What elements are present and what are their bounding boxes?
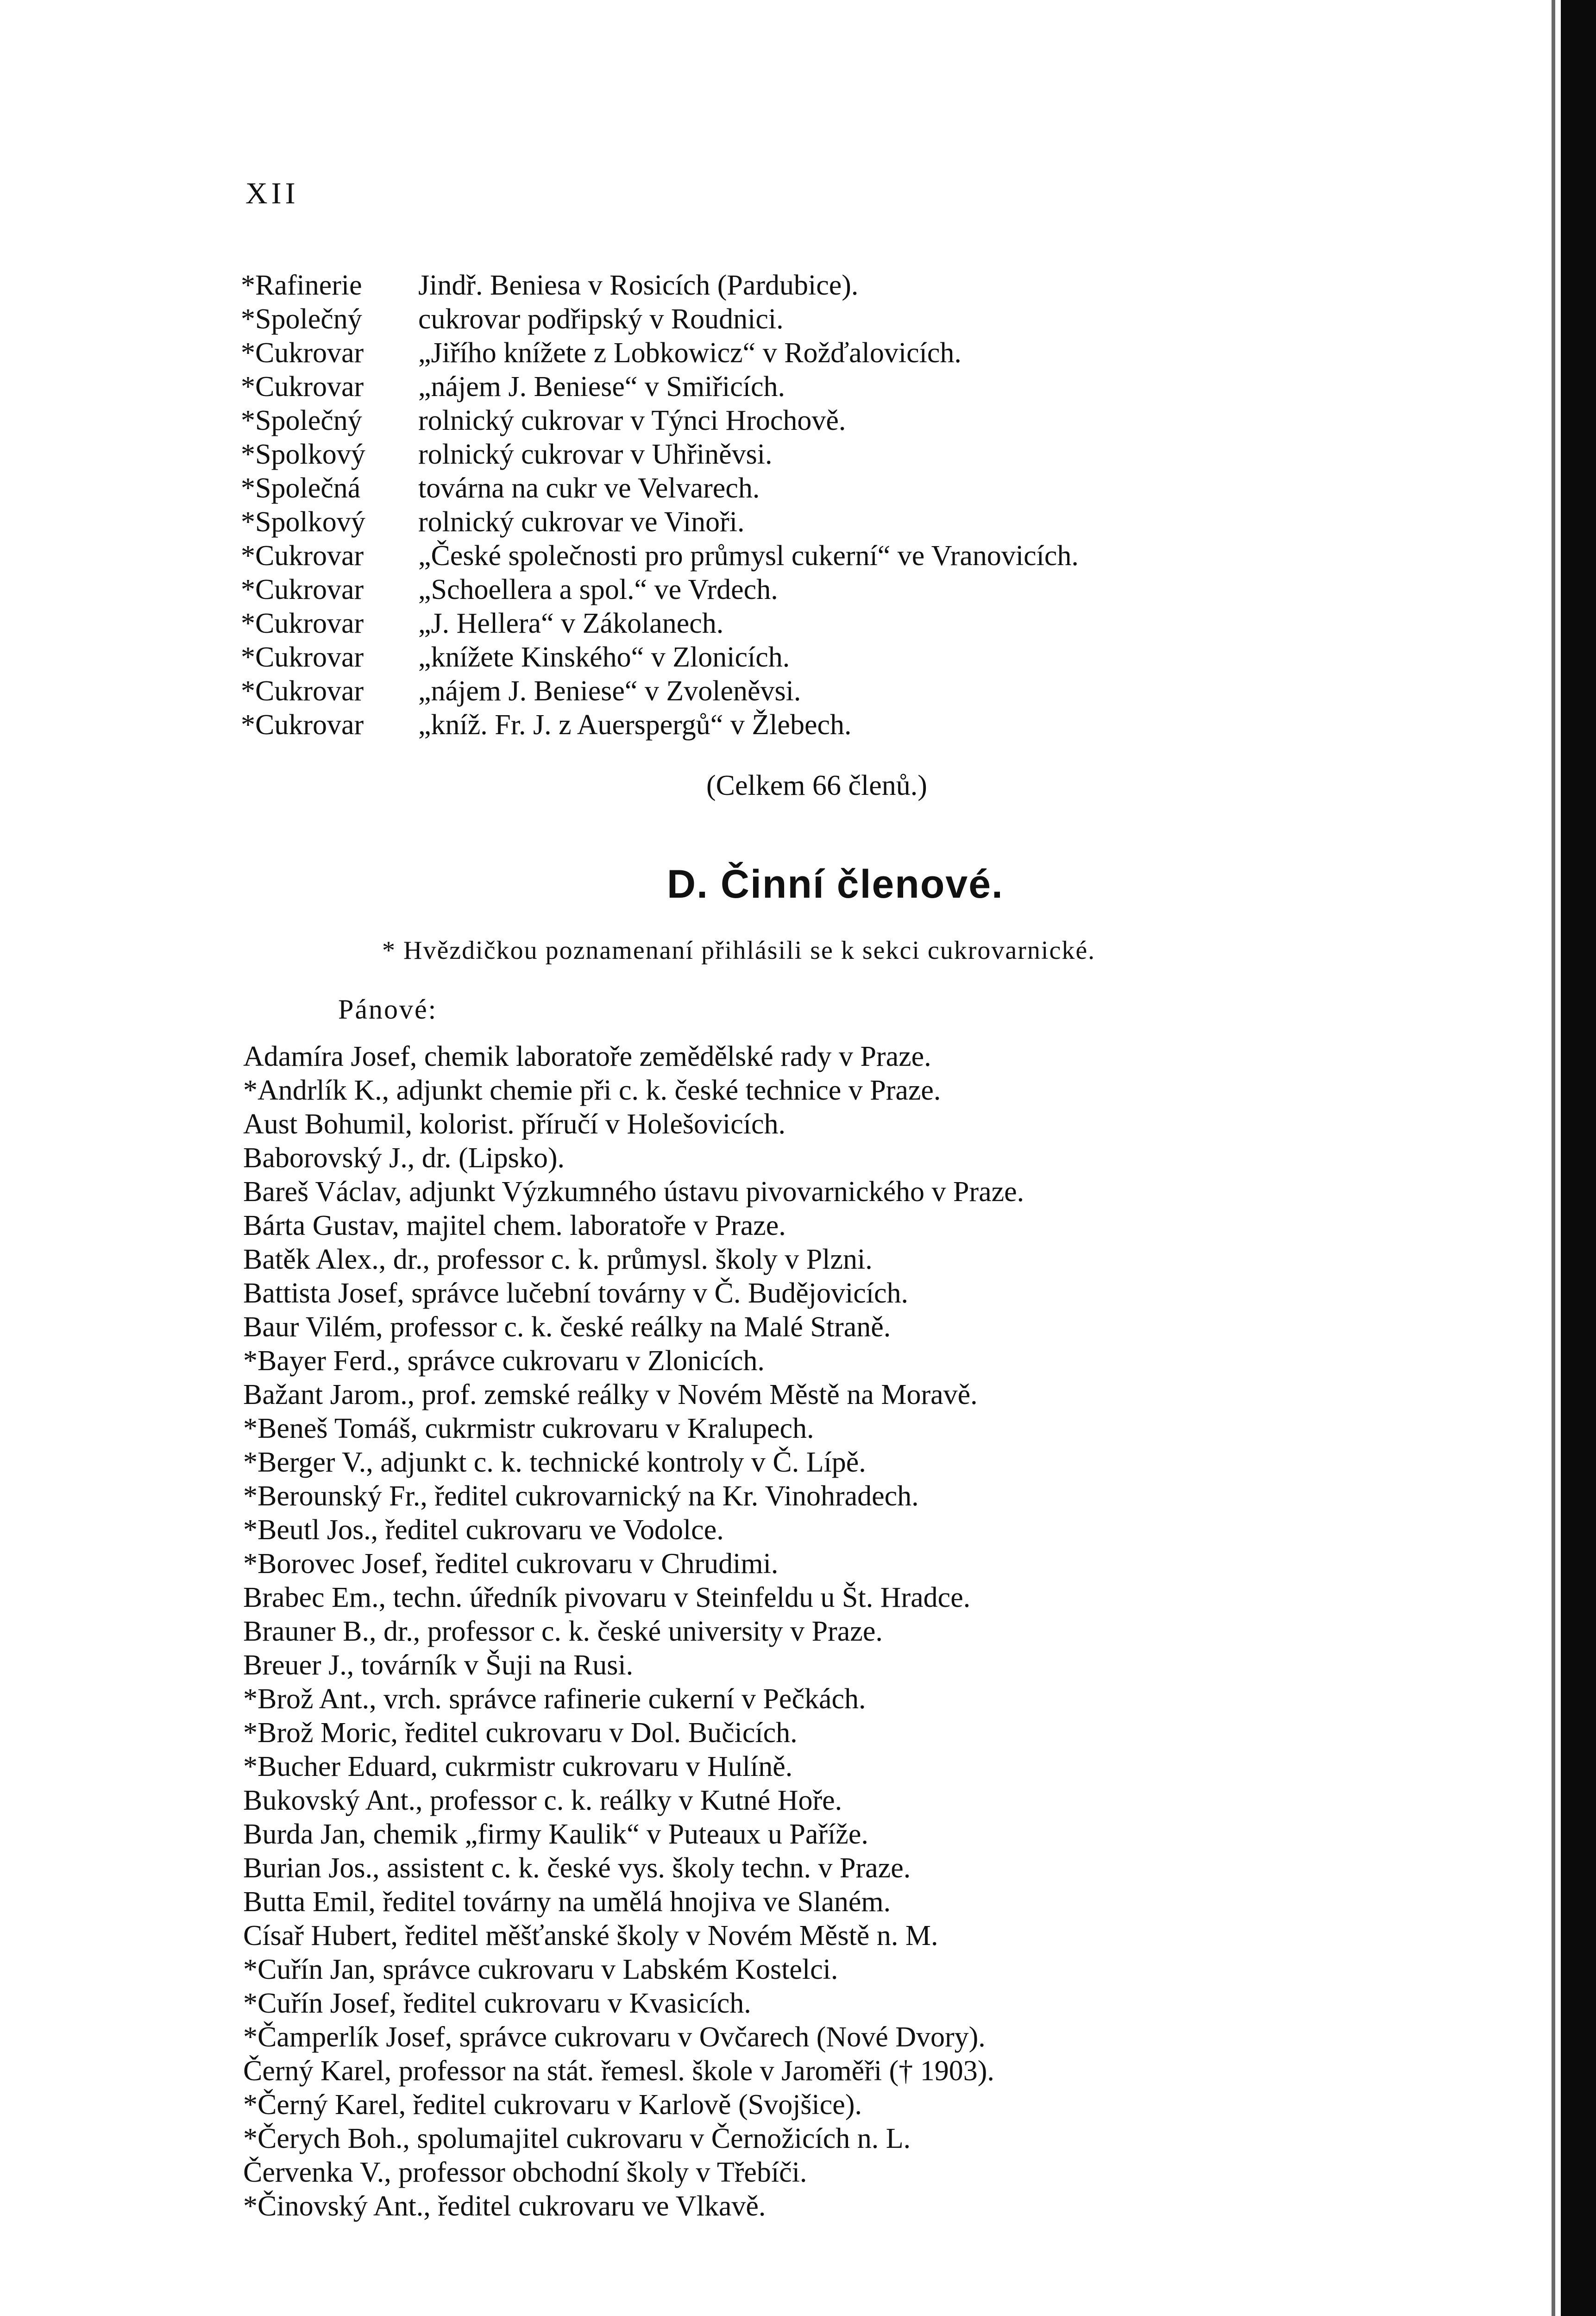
asterisk-note: * Hvězdičkou poznamenaní přihlásili se k sekci cukrovarnické. [382, 936, 1096, 965]
member-entry: Battista Josef, správce lučební továrny v Č. Budějovicích. [243, 1278, 908, 1309]
factory-description: „kníž. Fr. J. z Auerspergů“ v Žlebech. [418, 709, 852, 741]
member-entry: Baur Vilém, professor c. k. české reálky na Malé Straně. [243, 1311, 891, 1343]
page-number: XII [245, 176, 299, 210]
factory-description: „Schoellera a spol.“ ve Vrdech. [418, 574, 778, 605]
member-entry: *Brož Moric, ředitel cukrovaru v Dol. Bučicích. [243, 1717, 798, 1749]
member-entry: Breuer J., továrník v Šuji na Rusi. [243, 1649, 634, 1681]
member-entry: *Bucher Eduard, cukrmistr cukrovaru v Hulíně. [243, 1751, 793, 1782]
factory-description: „České společnosti pro průmysl cukerní“ ve Vranovicích. [418, 540, 1079, 572]
factory-type: *Spolkový [241, 439, 365, 470]
member-entry: Bárta Gustav, majitel chem. laboratoře v Praze. [243, 1210, 786, 1241]
factory-row [241, 674, 1079, 708]
member-entry: Červenka V., professor obchodní školy v Třebíči. [243, 2157, 807, 2188]
factory-row [241, 336, 1079, 370]
factory-list [241, 269, 1079, 742]
member-entry: Butta Emil, ředitel továrny na umělá hnojiva ve Slaném. [243, 1886, 891, 1918]
member-entry: *Berounský Fr., ředitel cukrovarnický na Kr. Vinohradech. [243, 1480, 919, 1512]
factory-description: Jindř. Beniesa v Rosicích (Pardubice). [418, 270, 859, 301]
member-entry: Bukovský Ant., professor c. k. reálky v Kutné Hoře. [243, 1785, 842, 1816]
member-entry: *Čerych Boh., spolumajitel cukrovaru v Černožicích n. L. [243, 2123, 911, 2154]
member-entry: Burian Jos., assistent c. k. české vys. školy techn. v Praze. [243, 1852, 911, 1884]
member-total: (Celkem 66 členů.) [706, 770, 927, 801]
member-entry: *Beutl Jos., ředitel cukrovaru ve Vodolce. [243, 1514, 724, 1546]
factory-type: *Cukrovar [241, 574, 364, 605]
member-entry: Batěk Alex., dr., professor c. k. průmysl. školy v Plzni. [243, 1244, 873, 1275]
member-entry: Burda Jan, chemik „firmy Kaulik“ v Puteaux u Paříže. [243, 1819, 868, 1850]
factory-row [241, 302, 1079, 336]
member-entry: Černý Karel, professor na stát. řemesl. škole v Jaroměři († 1903). [243, 2055, 994, 2087]
factory-description: rolnický cukrovar ve Vinoři. [418, 506, 745, 538]
member-entry: Brabec Em., techn. úředník pivovaru v Steinfeldu u Št. Hradce. [243, 1582, 971, 1613]
factory-type: *Rafinerie [241, 270, 362, 301]
factory-description: cukrovar podřipský v Roudnici. [418, 303, 784, 335]
member-entry: *Borovec Josef, ředitel cukrovaru v Chrudimi. [243, 1548, 779, 1580]
member-entry: *Čamperlík Josef, správce cukrovaru v Ovčarech (Nové Dvory). [243, 2021, 986, 2053]
factory-row [241, 269, 1079, 302]
factory-description: „Jiřího knížete z Lobkowicz“ v Rožďalovicích. [418, 337, 961, 369]
member-entry: *Brož Ant., vrch. správce rafinerie cukerní v Pečkách. [243, 1683, 866, 1715]
section-heading: D. Činní členové. [667, 862, 1004, 906]
salutation: Pánové: [338, 994, 438, 1025]
member-entry: *Cuřín Jan, správce cukrovaru v Labském Kostelci. [243, 1954, 838, 1985]
factory-row [241, 539, 1079, 573]
factory-type: *Společný [241, 405, 362, 436]
factory-row [241, 404, 1079, 438]
factory-row [241, 472, 1079, 505]
member-entry: Aust Bohumil, kolorist. příručí v Holešovicích. [243, 1108, 786, 1140]
factory-type: *Společná [241, 472, 361, 504]
factory-type: *Spolkový [241, 506, 365, 538]
member-entry: Císař Hubert, ředitel měšťanské školy v Novém Městě n. M. [243, 1920, 938, 1951]
member-list [243, 1040, 1024, 2223]
member-entry: *Černý Karel, ředitel cukrovaru v Karlově (Svojšice). [243, 2089, 862, 2121]
member-entry: Adamíra Josef, chemik laboratoře zemědělské rady v Praze. [243, 1041, 931, 1072]
member-entry: Brauner B., dr., professor c. k. české university v Praze. [243, 1616, 883, 1647]
member-entry: *Bayer Ferd., správce cukrovaru v Zlonicích. [243, 1345, 765, 1377]
member-entry: *Beneš Tomáš, cukrmistr cukrovaru v Kralupech. [243, 1413, 814, 1444]
factory-row [241, 505, 1079, 539]
factory-type: *Cukrovar [241, 371, 364, 403]
factory-description: „J. Hellera“ v Zákolanech. [418, 608, 724, 639]
member-entry: Bažant Jarom., prof. zemské reálky v Novém Městě na Moravě. [243, 1379, 978, 1410]
factory-type: *Cukrovar [241, 642, 364, 673]
factory-type: *Cukrovar [241, 540, 364, 572]
member-entry: *Činovský Ant., ředitel cukrovaru ve Vlkavě. [243, 2190, 766, 2222]
factory-type: *Cukrovar [241, 675, 364, 707]
factory-row [241, 641, 1079, 674]
member-entry: *Andrlík K., adjunkt chemie při c. k. české technice v Praze. [243, 1075, 941, 1106]
scan-edge-line [1552, 0, 1555, 2316]
factory-type: *Společný [241, 303, 362, 335]
factory-description: rolnický cukrovar v Týnci Hrochově. [418, 405, 846, 436]
factory-type: *Cukrovar [241, 709, 364, 741]
factory-type: *Cukrovar [241, 337, 364, 369]
factory-row [241, 607, 1079, 641]
factory-row [241, 708, 1079, 742]
member-entry: *Berger V., adjunkt c. k. technické kontroly v Č. Lípě. [243, 1447, 866, 1478]
factory-row [241, 438, 1079, 472]
factory-description: „knížete Kinského“ v Zlonicích. [418, 642, 790, 673]
factory-type: *Cukrovar [241, 608, 364, 639]
factory-description: „nájem J. Beniese“ v Zvoleněvsi. [418, 675, 801, 707]
factory-row [241, 573, 1079, 607]
factory-row [241, 370, 1079, 404]
factory-description: rolnický cukrovar v Uhřiněvsi. [418, 439, 773, 470]
member-entry: *Cuřín Josef, ředitel cukrovaru v Kvasicích. [243, 1988, 751, 2019]
member-entry: Baborovský J., dr. (Lipsko). [243, 1142, 565, 1174]
member-entry: Bareš Václav, adjunkt Výzkumného ústavu pivovarnického v Praze. [243, 1176, 1024, 1208]
factory-description: „nájem J. Beniese“ v Smiřicích. [418, 371, 785, 403]
factory-description: továrna na cukr ve Velvarech. [418, 472, 760, 504]
scan-edge-bar [1561, 0, 1596, 2316]
